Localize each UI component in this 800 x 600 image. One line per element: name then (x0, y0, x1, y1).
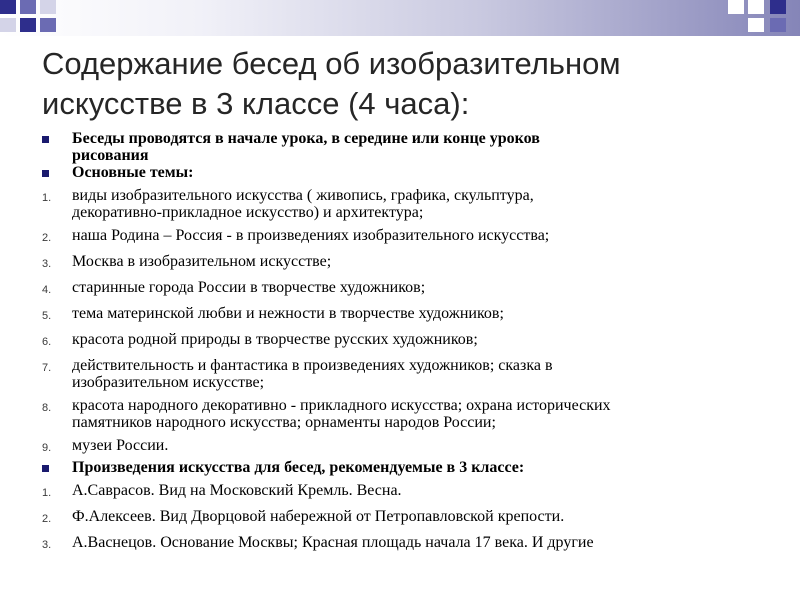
list-item-line: декоративно-прикладное искусство) и архитектура; (72, 204, 424, 221)
square-bullet-icon (42, 170, 49, 177)
list-item-text (72, 130, 762, 164)
square-bullet-icon (42, 136, 49, 143)
number-marker: 9. (42, 442, 52, 454)
list-item-text (72, 508, 762, 525)
decor-square (0, 18, 16, 32)
list-item-line: музеи России. (72, 437, 169, 454)
list-item-line: Основные темы: (72, 164, 194, 181)
list-item (42, 305, 762, 325)
number-marker: 6. (42, 336, 52, 348)
list-item (42, 130, 762, 164)
list-item-text (72, 164, 762, 181)
list-item-line: памятников народного искусства; орнаменты народов России; (72, 414, 496, 431)
list-item-text (72, 227, 762, 244)
list-item-line: Москва в изобразительном искусстве; (72, 253, 332, 270)
list-item (42, 331, 762, 351)
list-item-line: Беседы проводятся в начале урока, в середине или конце уроков (72, 130, 540, 147)
number-marker: 7. (42, 362, 52, 374)
number-marker: 1. (42, 192, 52, 204)
number-marker: 2. (42, 513, 52, 525)
decor-square (40, 0, 56, 14)
decor-square (20, 0, 36, 14)
number-marker: 1. (42, 487, 52, 499)
list-item (42, 534, 762, 554)
number-marker: 8. (42, 402, 52, 414)
content-list (42, 130, 762, 554)
number-marker: 5. (42, 310, 52, 322)
list-item (42, 357, 762, 391)
decor-square (748, 0, 764, 14)
list-item-text (72, 253, 762, 270)
decor-square (728, 0, 744, 14)
list-item-text (72, 279, 762, 296)
header-decoration (0, 0, 800, 36)
list-item-line: старинные города России в творчестве художников; (72, 279, 426, 296)
list-item-text (72, 482, 762, 499)
list-item (42, 397, 762, 431)
page-title (42, 44, 762, 124)
list-item-line: красота родной природы в творчестве русских художников; (72, 331, 478, 348)
number-marker: 2. (42, 232, 52, 244)
list-item-line: виды изобразительного искусства ( живопись, графика, скульптура, (72, 187, 534, 204)
list-item (42, 482, 762, 502)
list-item-line: Произведения искусства для бесед, рекомендуемые в 3 классе: (72, 459, 525, 476)
list-item (42, 164, 762, 181)
list-item-line: наша Родина – Россия - в произведениях изобразительного искусства; (72, 227, 550, 244)
list-item (42, 459, 762, 476)
decor-square (770, 0, 786, 14)
list-item-line: рисования (72, 147, 149, 164)
list-item-text (72, 357, 762, 391)
decor-square (0, 0, 16, 14)
bullet-marker (42, 164, 72, 181)
list-item-line: действительность и фантастика в произведениях художников; сказка в (72, 357, 553, 374)
list-item (42, 437, 762, 457)
list-item (42, 279, 762, 299)
title-line: искусстве в 3 классе (4 часа): (42, 86, 470, 121)
list-item-text (72, 437, 762, 454)
list-item-text (72, 534, 762, 551)
list-item-text (72, 187, 762, 221)
list-item-text (72, 331, 762, 348)
number-marker: 3. (42, 539, 52, 551)
decor-square (40, 18, 56, 32)
list-item (42, 253, 762, 273)
square-bullet-icon (42, 465, 49, 472)
decor-square (20, 18, 36, 32)
number-marker: 3. (42, 258, 52, 270)
list-item-line: тема материнской любви и нежности в творчестве художников; (72, 305, 504, 322)
list-item-text (72, 305, 762, 322)
decor-square (770, 18, 786, 32)
bullet-marker (42, 459, 72, 476)
list-item-line: красота народного декоративно - прикладного искусства; охрана исторических (72, 397, 611, 414)
list-item-line: Ф.Алексеев. Вид Дворцовой набережной от Петропавловской крепости. (72, 508, 565, 525)
list-item (42, 227, 762, 247)
list-item-line: А.Саврасов. Вид на Московский Кремль. Весна. (72, 482, 402, 499)
list-item (42, 508, 762, 528)
list-item (42, 187, 762, 221)
list-item-text (72, 397, 762, 431)
number-marker: 4. (42, 284, 52, 296)
list-item-line: изобразительном искусстве; (72, 374, 265, 391)
title-line: Содержание бесед об изобразительном (42, 46, 621, 81)
decor-square (748, 18, 764, 32)
list-item-line: А.Васнецов. Основание Москвы; Красная площадь начала 17 века. И другие (72, 534, 594, 551)
bullet-marker (42, 130, 72, 147)
list-item-text (72, 459, 762, 476)
